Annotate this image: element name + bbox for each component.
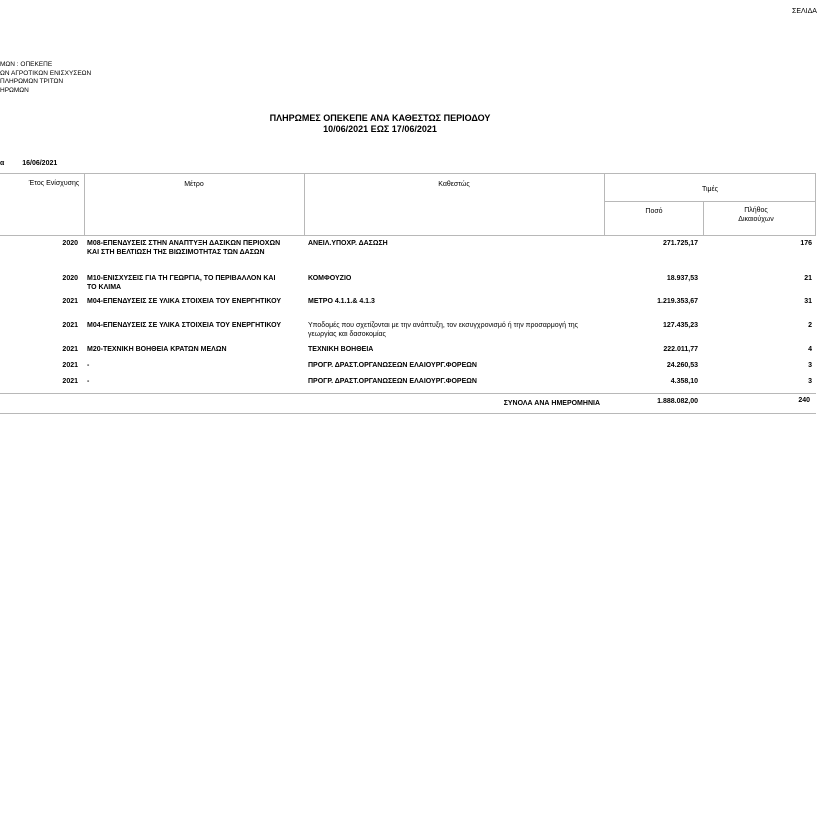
row-year: 2021: [62, 346, 78, 353]
page-label: ΣΕΛΙΔΑ: [792, 8, 817, 15]
row-measure: Μ04-ΕΠΕΝΔΥΣΕΙΣ ΣΕ ΥΛΙΚΑ ΣΤΟΙΧΕΙΑ ΤΟΥ ΕΝΕΡΓΗΤΙΚΟΥ: [87, 322, 282, 329]
org-line: ΜΩΝ : ΟΠΕΚΕΠΕ: [0, 61, 53, 68]
row-beneficiaries: 3: [808, 378, 812, 385]
header-bottom-border: [0, 235, 816, 236]
row-measure: Μ08-ΕΠΕΝΔΥΣΕΙΣ ΣΤΗΝ ΑΝΑΠΤΥΞΗ ΔΑΣΙΚΩΝ ΠΕΡΙΟΧΩΝ ΚΑΙ ΣΤΗ ΒΕΛΤΙΩΣΗ ΤΗΣ ΒΙΩΣΙΜΟΤΗΤΑΣ ΤΩΝ ΔΑΣΩΝ: [87, 240, 281, 257]
org-line: ΩΝ ΑΓΡΟΤΙΚΩΝ ΕΝΙΣΧΥΣΕΩΝ: [0, 69, 92, 77]
totals-amount: 1.888.082,00: [657, 398, 698, 405]
report-period: 10/06/2021 ΕΩΣ 17/06/2021: [323, 124, 437, 134]
organization-header: [0, 61, 91, 95]
header-measure: Μέτρο: [184, 181, 204, 188]
row-year: 2021: [62, 378, 78, 385]
row-amount: 127.435,23: [662, 322, 698, 329]
row-beneficiaries: 176: [800, 240, 812, 247]
row-beneficiaries: 4: [808, 346, 812, 353]
totals-beneficiaries: 240: [798, 397, 810, 404]
org-line: ΗΡΩΜΩΝ: [0, 86, 29, 94]
column-divider: [84, 173, 85, 235]
row-status: ΚΟΜΦΟΥΖΙΟ: [308, 275, 352, 282]
row-year: 2021: [62, 298, 78, 305]
row-year: 2020: [62, 275, 78, 282]
header-beneficiaries: Πλήθος Δικαιούχων: [738, 207, 774, 223]
row-amount: 271.725,17: [662, 240, 698, 247]
column-divider: [304, 173, 305, 235]
row-measure: Μ10-ΕΝΙΣΧΥΣΕΙΣ ΓΙΑ ΤΗ ΓΕΩΡΓΙΑ, ΤΟ ΠΕΡΙΒΑΛΛΟΝ ΚΑΙ ΤΟ ΚΛΙΜΑ: [87, 275, 276, 292]
row-amount: 222.011,77: [663, 346, 698, 353]
row-amount: 4.358,10: [670, 378, 698, 385]
table-top-border: [0, 173, 816, 174]
row-amount: 24.260,53: [666, 362, 698, 369]
row-year: 2021: [62, 362, 78, 369]
row-year: 2021: [62, 322, 78, 329]
values-subheader-border: [604, 201, 816, 202]
totals-top-border: [0, 393, 816, 394]
row-beneficiaries: 31: [804, 298, 812, 305]
report-title: ΠΛΗΡΩΜΕΣ ΟΠΕΚΕΠΕ ΑΝΑ ΚΑΘΕΣΤΩΣ ΠΕΡΙΟΔΟΥ: [269, 113, 491, 123]
column-divider: [703, 201, 704, 235]
row-measure: -: [87, 378, 90, 385]
header-status: Καθεστώς: [438, 181, 470, 188]
column-divider: [815, 173, 816, 235]
row-amount: 1.219.353,67: [657, 298, 698, 305]
totals-label: ΣΥΝΟΛΑ ΑΝΑ ΗΜΕΡΟΜΗΝΙΑ: [503, 400, 600, 407]
header-values: Τιμές: [701, 186, 719, 193]
row-beneficiaries: 2: [808, 322, 812, 329]
date-label: α: [0, 160, 5, 167]
row-year: 2020: [62, 240, 78, 247]
row-amount: 18.937,53: [666, 275, 698, 282]
report-date: [0, 160, 57, 167]
row-status: ΑΝΕΙΛ.ΥΠΟΧΡ. ΔΑΣΩΣΗ: [308, 240, 388, 247]
row-status: ΤΕΧΝΙΚΗ ΒΟΗΘΕΙΑ: [308, 346, 374, 353]
org-line: ΠΛΗΡΩΜΩΝ ΤΡΙΤΩΝ: [0, 78, 64, 86]
row-status: ΠΡΟΓΡ. ΔΡΑΣΤ.ΟΡΓΑΝΩΣΕΩΝ ΕΛΑΙΟΥΡΓ.ΦΟΡΕΩΝ: [308, 362, 477, 369]
row-status: ΜΕΤΡΟ 4.1.1.& 4.1.3: [308, 298, 375, 305]
header-amount: Ποσό: [645, 208, 663, 215]
row-beneficiaries: 21: [804, 275, 812, 282]
row-measure: Μ04-ΕΠΕΝΔΥΣΕΙΣ ΣΕ ΥΛΙΚΑ ΣΤΟΙΧΕΙΑ ΤΟΥ ΕΝΕΡΓΗΤΙΚΟΥ: [87, 298, 282, 305]
column-divider: [604, 173, 605, 235]
date-value: 16/06/2021: [22, 160, 58, 167]
row-measure: -: [87, 362, 90, 369]
totals-bottom-border: [0, 413, 816, 414]
row-measure: Μ20-ΤΕΧΝΙΚΗ ΒΟΗΘΕΙΑ ΚΡΑΤΩΝ ΜΕΛΩΝ: [87, 346, 227, 353]
row-status: Υποδομές που σχετίζονται με την ανάπτυξη, τον εκσυγχρονισμό ή την προσαρμογή της γεωργίας και δασοκομίας: [308, 322, 579, 339]
header-year: Έτος Ενίσχυσης: [28, 180, 80, 187]
row-beneficiaries: 3: [808, 362, 812, 369]
row-status: ΠΡΟΓΡ. ΔΡΑΣΤ.ΟΡΓΑΝΩΣΕΩΝ ΕΛΑΙΟΥΡΓ.ΦΟΡΕΩΝ: [308, 378, 477, 385]
